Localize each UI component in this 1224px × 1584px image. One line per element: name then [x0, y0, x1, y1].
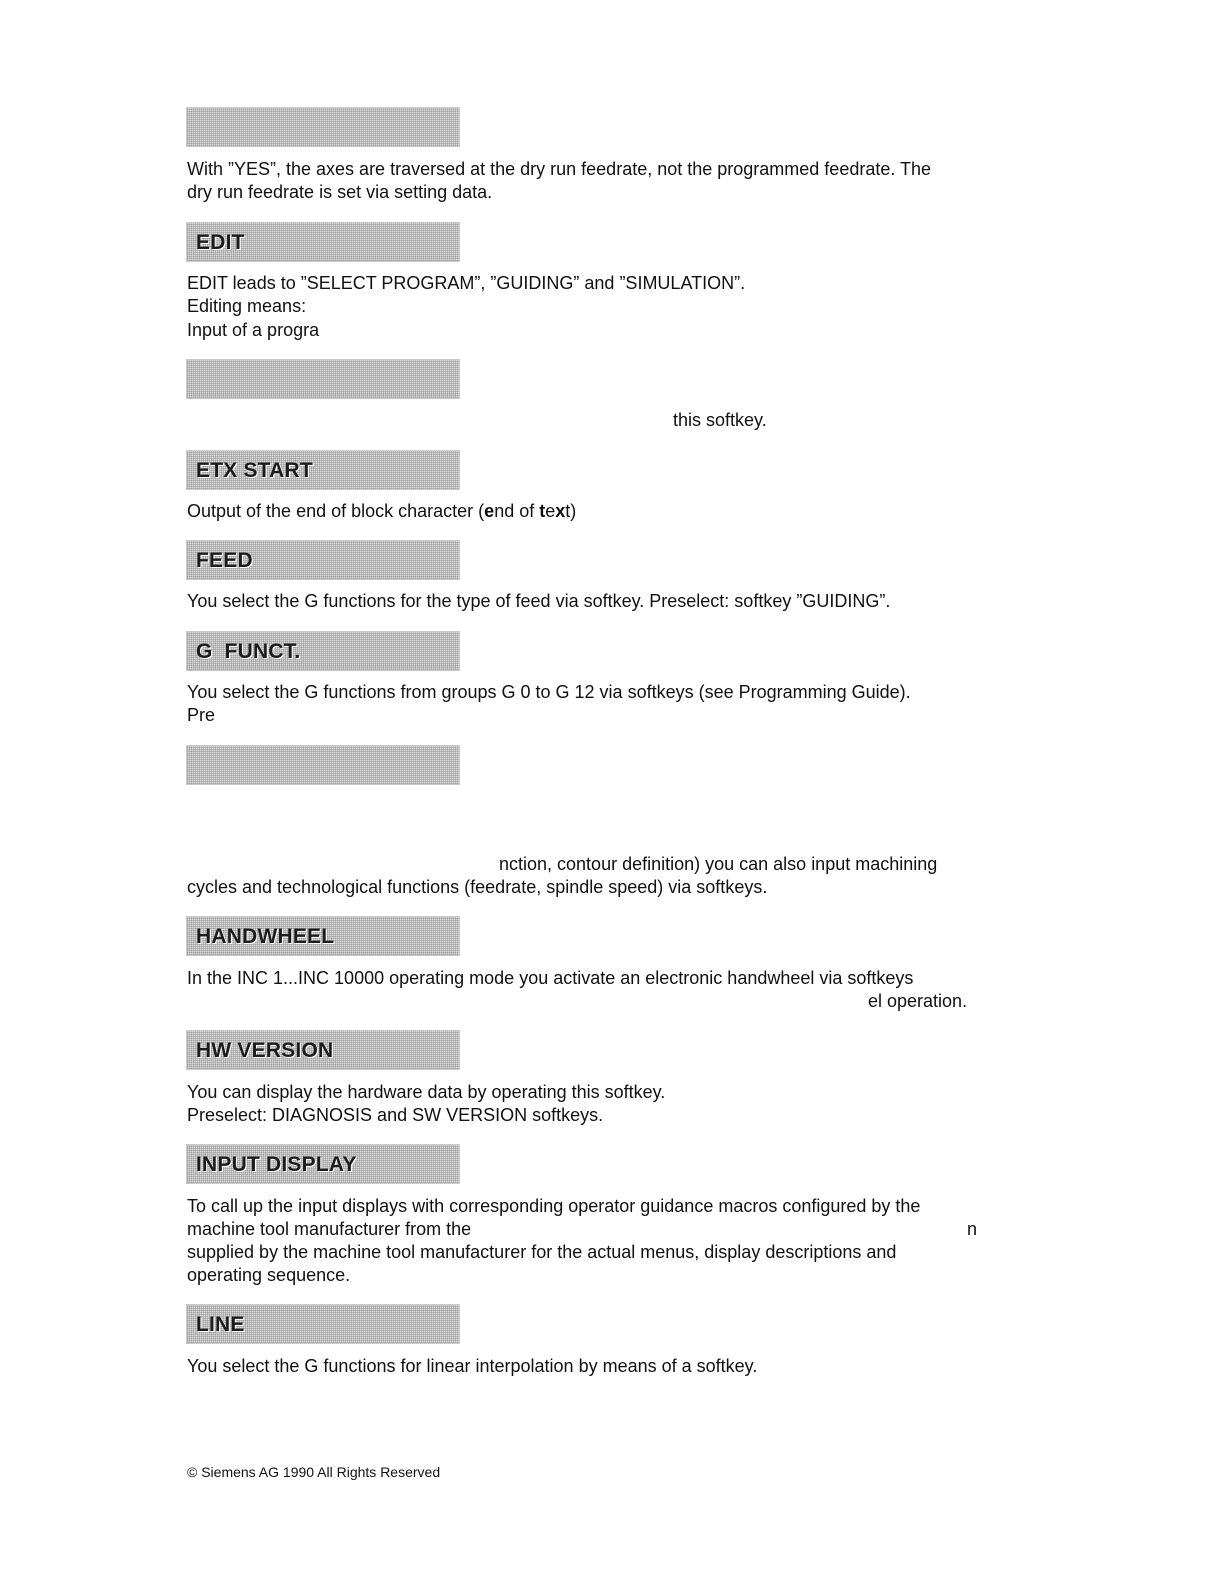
- handwheel-text-2: el operation.: [868, 991, 968, 1011]
- input-display-text-2a: machine tool manufacturer from the: [187, 1219, 472, 1239]
- softkey-input-display-label: INPUT DISPLAY: [196, 1153, 357, 1176]
- dry-run-text-1: With ”YES”, the axes are traversed at the dry run feedrate, not the programmed feedrate. The: [187, 159, 932, 179]
- feed-text-1: You select the G functions for the type of feed via softkey. Preselect: softkey ”GUIDING”.: [187, 591, 891, 611]
- softkey-blank-2-text: this softkey.: [673, 410, 767, 430]
- softkey-handwheel-label: HANDWHEEL: [196, 925, 335, 948]
- softkey-line: [186, 1304, 460, 1344]
- softkey-blank-1: [186, 107, 460, 147]
- hw-version-text-2: Preselect: DIAGNOSIS and SW VERSION softkeys.: [187, 1105, 604, 1125]
- input-display-text-3: supplied by the machine tool manufacturer for the actual menus, display descriptions and: [187, 1242, 897, 1262]
- softkey-blank-3: [186, 745, 460, 785]
- line-text-1: You select the G functions for linear interpolation by means of a softkey.: [187, 1356, 758, 1376]
- etx-text-1: Output of the end of block character (end of text): [187, 501, 577, 521]
- softkey-etx-start-label: ETX START: [196, 459, 313, 482]
- softkey-blank-2: [186, 359, 460, 399]
- softkey-hw-version: [186, 1030, 460, 1070]
- softkey-edit-label: EDIT: [196, 231, 245, 254]
- softkey-hw-version-label: HW VERSION: [196, 1039, 334, 1062]
- softkey-g-funct: [186, 631, 460, 671]
- softkey-feed: [186, 540, 460, 580]
- softkey-input-display: [186, 1144, 460, 1184]
- edit-text-1: EDIT leads to ”SELECT PROGRAM”, ”GUIDING” and ”SIMULATION”.: [187, 273, 746, 293]
- softkey-handwheel: [186, 916, 460, 956]
- input-display-text-2b: n: [967, 1219, 978, 1239]
- softkey-g-funct-label: G FUNCT.: [196, 640, 301, 663]
- softkey-edit: [186, 222, 460, 262]
- input-display-text-4: operating sequence.: [187, 1265, 351, 1285]
- guiding-text-1: nction, contour definition) you can also input machining: [499, 854, 938, 874]
- input-display-text-1: To call up the input displays with corresponding operator guidance macros configured by the: [187, 1196, 921, 1216]
- softkey-feed-label: FEED: [196, 549, 253, 572]
- softkey-etx-start: [186, 450, 460, 490]
- copyright-footer: © Siemens AG 1990 All Rights Reserved: [187, 1464, 441, 1480]
- g-funct-text-1: You select the G functions from groups G 0 to G 12 via softkeys (see Programming Guide).: [187, 682, 911, 702]
- edit-text-3: Input of a progra: [187, 320, 320, 340]
- handwheel-text-1: In the INC 1...INC 10000 operating mode you activate an electronic handwheel via softkeys: [187, 968, 914, 988]
- guiding-text-2: cycles and technological functions (feedrate, spindle speed) via softkeys.: [187, 877, 768, 897]
- edit-text-2: Editing means:: [187, 296, 307, 316]
- softkey-line-label: LINE: [196, 1313, 245, 1336]
- g-funct-text-2: Pre: [187, 705, 216, 725]
- dry-run-text-2: dry run feedrate is set via setting data.: [187, 182, 493, 202]
- hw-version-text-1: You can display the hardware data by operating this softkey.: [187, 1082, 666, 1102]
